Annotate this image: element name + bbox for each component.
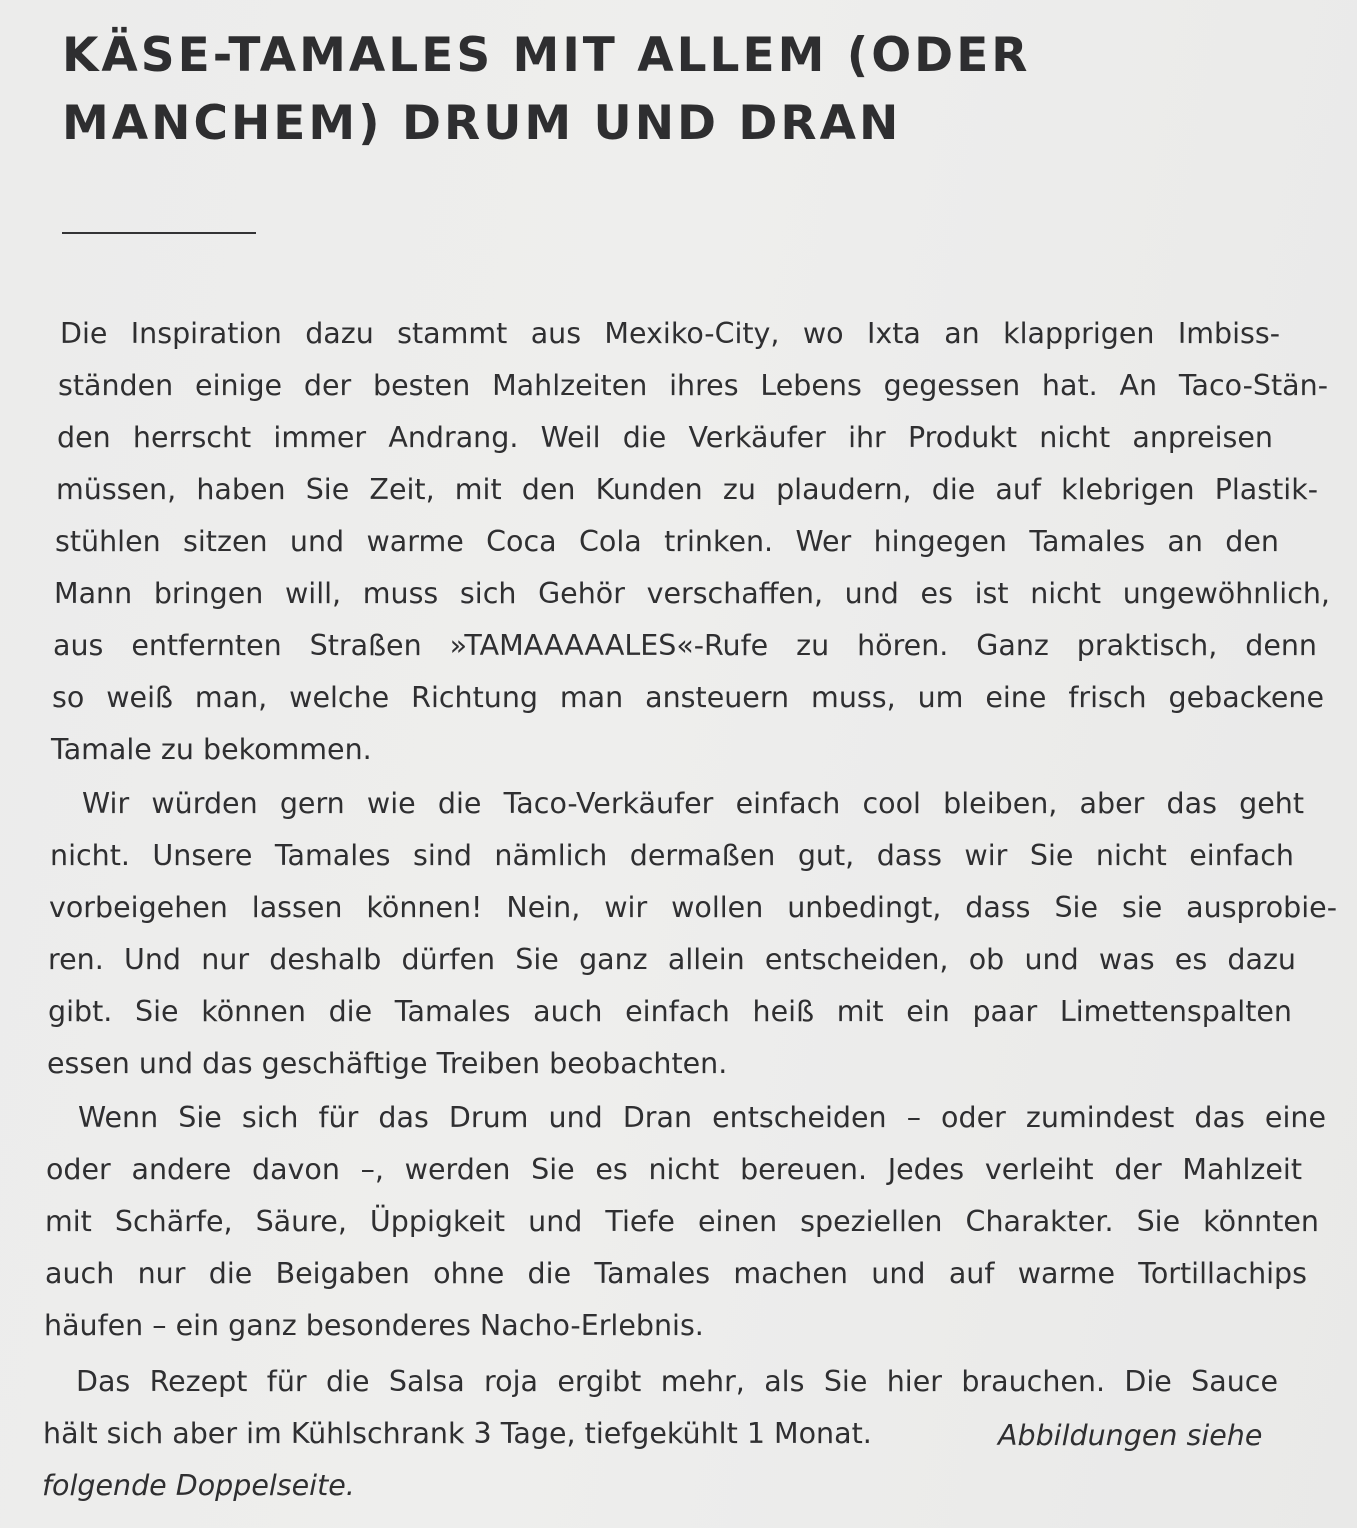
text-line: aus entfernten Straßen »TAMAAAAALES«-Rufe zu hören. Ganz praktisch, denn (53, 629, 1317, 662)
text-line: stühlen sitzen und warme Coca Cola trinken. Wer hingegen Tamales an den (55, 525, 1279, 558)
text-line: Wir würden gern wie die Taco-Verkäufer einfach cool bleiben, aber das geht (82, 787, 1304, 820)
text-line-italic: folgende Doppelseite. (42, 1469, 355, 1502)
text-line: Die Inspiration dazu stammt aus Mexiko-City, wo Ixta an klapprigen Imbiss- (60, 317, 1280, 350)
text-line: mit Schärfe, Säure, Üppigkeit und Tiefe einen speziellen Charakter. Sie könnten (45, 1205, 1319, 1238)
recipe-title (62, 22, 1212, 158)
title-divider (62, 232, 256, 234)
text-line: häufen – ein ganz besonderes Nacho-Erlebnis. (44, 1309, 704, 1342)
text-line-italic: Abbildungen siehe (998, 1419, 1263, 1452)
text-line: ren. Und nur deshalb dürfen Sie ganz allein entscheiden, ob und was es dazu (48, 943, 1296, 976)
text-line: oder andere davon –, werden Sie es nicht bereuen. Jedes verleiht der Mahlzeit (46, 1153, 1302, 1186)
text-line: müssen, haben Sie Zeit, mit den Kunden zu plaudern, die auf klebrigen Plastik- (56, 473, 1318, 506)
text-line: Tamale zu bekommen. (51, 733, 372, 766)
text-line: Wenn Sie sich für das Drum und Dran entscheiden – oder zumindest das eine (78, 1101, 1326, 1134)
text-line: gibt. Sie können die Tamales auch einfach heiß mit ein paar Limettenspalten (48, 995, 1292, 1028)
text-line: Mann bringen will, muss sich Gehör verschaffen, und es ist nicht ungewöhnlich, (54, 577, 1330, 610)
text-line: ständen einige der besten Mahlzeiten ihres Lebens gegessen hat. An Taco-Stän- (58, 369, 1328, 402)
text-line: hält sich aber im Kühlschrank 3 Tage, tiefgekühlt 1 Monat. (43, 1417, 872, 1450)
text-line: nicht. Unsere Tamales sind nämlich dermaßen gut, dass wir Sie nicht einfach (50, 839, 1294, 872)
text-line: so weiß man, welche Richtung man ansteuern muss, um eine frisch gebackene (52, 681, 1324, 714)
text-line: Das Rezept für die Salsa roja ergibt mehr, als Sie hier brauchen. Die Sauce (76, 1365, 1278, 1398)
recipe-title-line-2: MANCHEM) DRUM UND DRAN (62, 96, 902, 151)
recipe-title-line-1: KÄSE-TAMALES MIT ALLEM (ODER (62, 28, 1031, 83)
text-line: auch nur die Beigaben ohne die Tamales machen und auf warme Tortillachips (45, 1257, 1307, 1290)
text-line: vorbeigehen lassen können! Nein, wir wollen unbedingt, dass Sie sie ausprobie- (49, 891, 1337, 924)
text-line: den herrscht immer Andrang. Weil die Verkäufer ihr Produkt nicht anpreisen (57, 421, 1273, 454)
text-line: essen und das geschäftige Treiben beobachten. (47, 1047, 728, 1080)
